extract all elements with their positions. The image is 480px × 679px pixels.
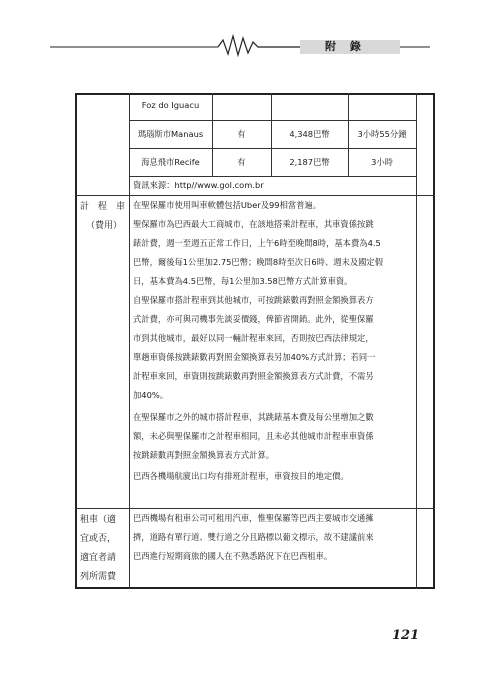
taxi-line: 計程車來回，車資則按跳錶數再對照金額換算表方式計費，不需另 (133, 371, 374, 381)
duration-cell: 3小時 (371, 157, 393, 167)
taxi-line: 巴西各機場航廈出口均有排班計程車，車資按目的地定價。 (133, 471, 349, 481)
taxi-line: 自聖保羅市搭計程車到其他城市，可按跳錶數再對照金額換算表方 (133, 295, 374, 305)
direct-flight-cell: 有 (237, 129, 246, 139)
taxi-line: 日，基本費為4.5巴幣，每1公里加3.58巴幣方式計算車資。 (133, 276, 353, 286)
column-divider (416, 93, 417, 589)
price-cell: 4,348巴幣 (289, 129, 330, 139)
rental-line: 巴西進行短期商旅的國人在不熟悉路況下在巴西租車。 (133, 551, 333, 561)
page-header (0, 0, 480, 70)
taxi-line: 按跳錶數再對照金額換算表方式計算。 (133, 450, 275, 460)
taxi-line: 在聖保羅市使用叫車軟體包括Uber及99相當普遍。 (133, 200, 322, 210)
taxi-line: 聖保羅市為巴西最大工商城市，在該地搭乘計程車，其車資係按跳 (133, 219, 374, 229)
rental-label: 列所需費 (80, 572, 117, 582)
price-cell: 2,187巴幣 (289, 157, 330, 167)
city-cell: 瑪瑙斯市Manaus (137, 129, 204, 139)
rental-label: 租車（適 (80, 515, 117, 525)
rental-label: 適宜者請 (80, 553, 117, 563)
taxi-line: 市到其他城市，最好以同一輛計程車來回，否則按巴西法律規定， (133, 333, 374, 343)
rental-line: 擠，道路有單行道、雙行道之分且路標以葡文標示，故不建議前來 (133, 532, 374, 542)
rental-line: 巴西機場有租車公司可租用汽車，惟聖保羅等巴西主要城市交通擁 (133, 513, 374, 523)
rental-label: 宜或否， (80, 534, 117, 544)
taxi-label-sub: （費用） (86, 221, 123, 231)
subtable-row-divider (129, 148, 416, 149)
taxi-line: 在聖保羅市之外的城市搭計程車，其跳錶基本費及每公里增加之數 (133, 412, 374, 422)
page-number: 121 (392, 628, 420, 643)
section-label: 附 錄 (325, 40, 366, 53)
taxi-line: 加40%。 (133, 390, 169, 400)
taxi-line: 錶計費，週一至週五正常工作日，上午6時至晚間8時，基本費為4.5 (133, 238, 381, 248)
city-cell: 海息飛市Recife (141, 157, 200, 167)
heartbeat-line-decoration (0, 0, 480, 70)
direct-flight-cell: 有 (237, 157, 246, 167)
taxi-label: 計 程 車 (80, 202, 126, 212)
subtable-row-divider (129, 120, 416, 121)
taxi-line: 巴幣，爾後每1公里加2.75巴幣；晚間8時至次日6時、週末及國定假 (133, 257, 384, 267)
taxi-line: 式計費，亦可與司機事先談妥價錢，俾節省開銷。此外，從聖保羅 (133, 314, 374, 324)
taxi-line: 單趟車資係按跳錶數再對照金額換算表另加40%方式計算；若同一 (133, 352, 376, 362)
source-note: 資訊來源：http//www.gol.com.br (133, 180, 264, 190)
city-cell: Foz do Iguacu (141, 100, 200, 110)
duration-cell: 3小時55分鐘 (357, 129, 407, 139)
taxi-line: 額，未必與聖保羅市之計程車相同，且未必其他城市計程車車資係 (133, 431, 374, 441)
